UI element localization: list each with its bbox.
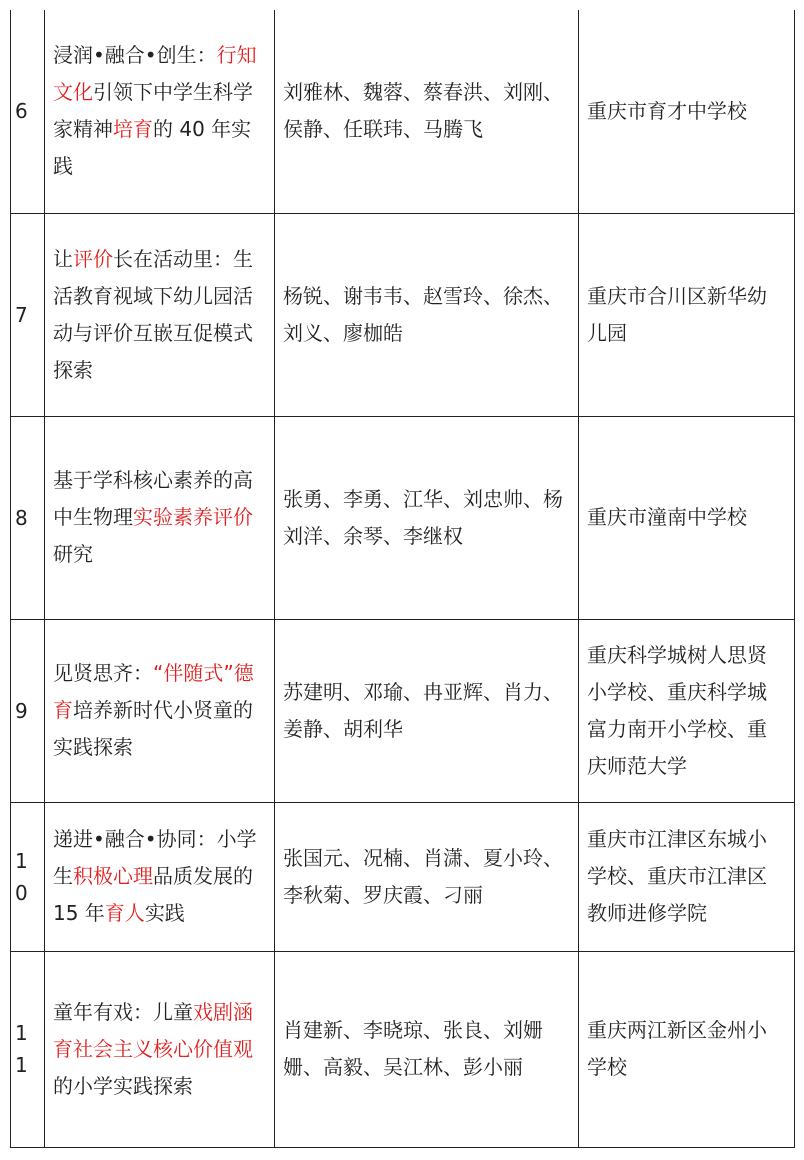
row-number: 6: [11, 10, 45, 213]
table-row: [11, 619, 795, 802]
project-title: [45, 619, 275, 802]
project-institution: 重庆市潼南中学校: [579, 416, 795, 619]
title-part: 的小学实践探索: [53, 1073, 193, 1098]
table-row: [11, 802, 795, 951]
project-institution: 重庆科学城树人思贤小学校、重庆科学城富力南开小学校、重庆师范大学: [579, 619, 795, 802]
title-part-highlight: “伴随式”德育: [53, 661, 254, 722]
table-body: [11, 10, 795, 1147]
project-authors: 苏建明、邓瑜、冉亚辉、肖力、姜静、胡利华: [275, 619, 579, 802]
title-part: 的 40 年实践: [53, 117, 252, 179]
project-institution: 重庆市合川区新华幼儿园: [579, 213, 795, 416]
project-title: [45, 951, 275, 1147]
title-part-highlight: 育人: [104, 901, 145, 925]
project-institution: 重庆市江津区东城小学校、重庆市江津区教师进修学院: [579, 802, 795, 951]
project-authors: 杨锐、谢韦韦、赵雪玲、徐杰、刘义、廖枷皓: [275, 213, 579, 416]
project-title: [45, 213, 275, 416]
title-part-highlight: 培育: [113, 117, 153, 142]
project-title: [45, 10, 275, 213]
project-institution: 重庆两江新区金州小学校: [579, 951, 795, 1147]
row-number: 11: [11, 951, 45, 1147]
title-part: 童年有戏：儿童: [53, 999, 193, 1024]
row-number: 10: [11, 802, 45, 951]
title-part: 品质发展的 15 年: [53, 864, 253, 925]
title-part: 让: [53, 246, 73, 271]
row-number: 9: [11, 619, 45, 802]
title-part: 基于学科核心素养的高中生物理: [53, 468, 253, 529]
table-row: [11, 951, 795, 1147]
title-part: 浸润•融合•创生：: [53, 43, 217, 68]
title-part: 培养新时代小贤童的实践探索: [53, 698, 253, 759]
table-row: [11, 10, 795, 213]
project-authors: 肖建新、李晓琼、张良、刘姗姗、高毅、吴江林、彭小丽: [275, 951, 579, 1147]
project-title: [45, 416, 275, 619]
title-part: 引领下中学生科学家精神: [53, 80, 253, 142]
title-part-highlight: 戏剧涵育社会主义核心价值观: [53, 999, 253, 1061]
project-institution: 重庆市育才中学校: [579, 10, 795, 213]
title-part: 长在活动里：生活教育视域下幼儿园活动与评价互嵌互促模式探索: [53, 246, 253, 382]
table-row: [11, 416, 795, 619]
title-part: 研究: [53, 542, 93, 566]
title-part: 递进•融合•协同：小学生: [53, 827, 257, 888]
project-authors: 张勇、李勇、江华、刘忠帅、杨刘洋、余琴、李继权: [275, 416, 579, 619]
project-authors: 张国元、况楠、肖潇、夏小玲、李秋菊、罗庆霞、刁丽: [275, 802, 579, 951]
title-part-highlight: 实验素养评价: [133, 505, 253, 529]
project-authors: 刘雅林、魏蓉、蔡春洪、刘刚、侯静、任联玮、马腾飞: [275, 10, 579, 213]
title-part: 实践: [144, 901, 185, 925]
title-part-highlight: 积极心理: [73, 864, 153, 888]
project-title: [45, 802, 275, 951]
award-table: [10, 10, 795, 1148]
title-part: 见贤思齐：: [53, 661, 153, 685]
row-number: 7: [11, 213, 45, 416]
table-row: [11, 213, 795, 416]
title-part-highlight: 评价: [73, 246, 113, 271]
title-part-highlight: 行知文化: [53, 43, 257, 105]
row-number: 8: [11, 416, 45, 619]
